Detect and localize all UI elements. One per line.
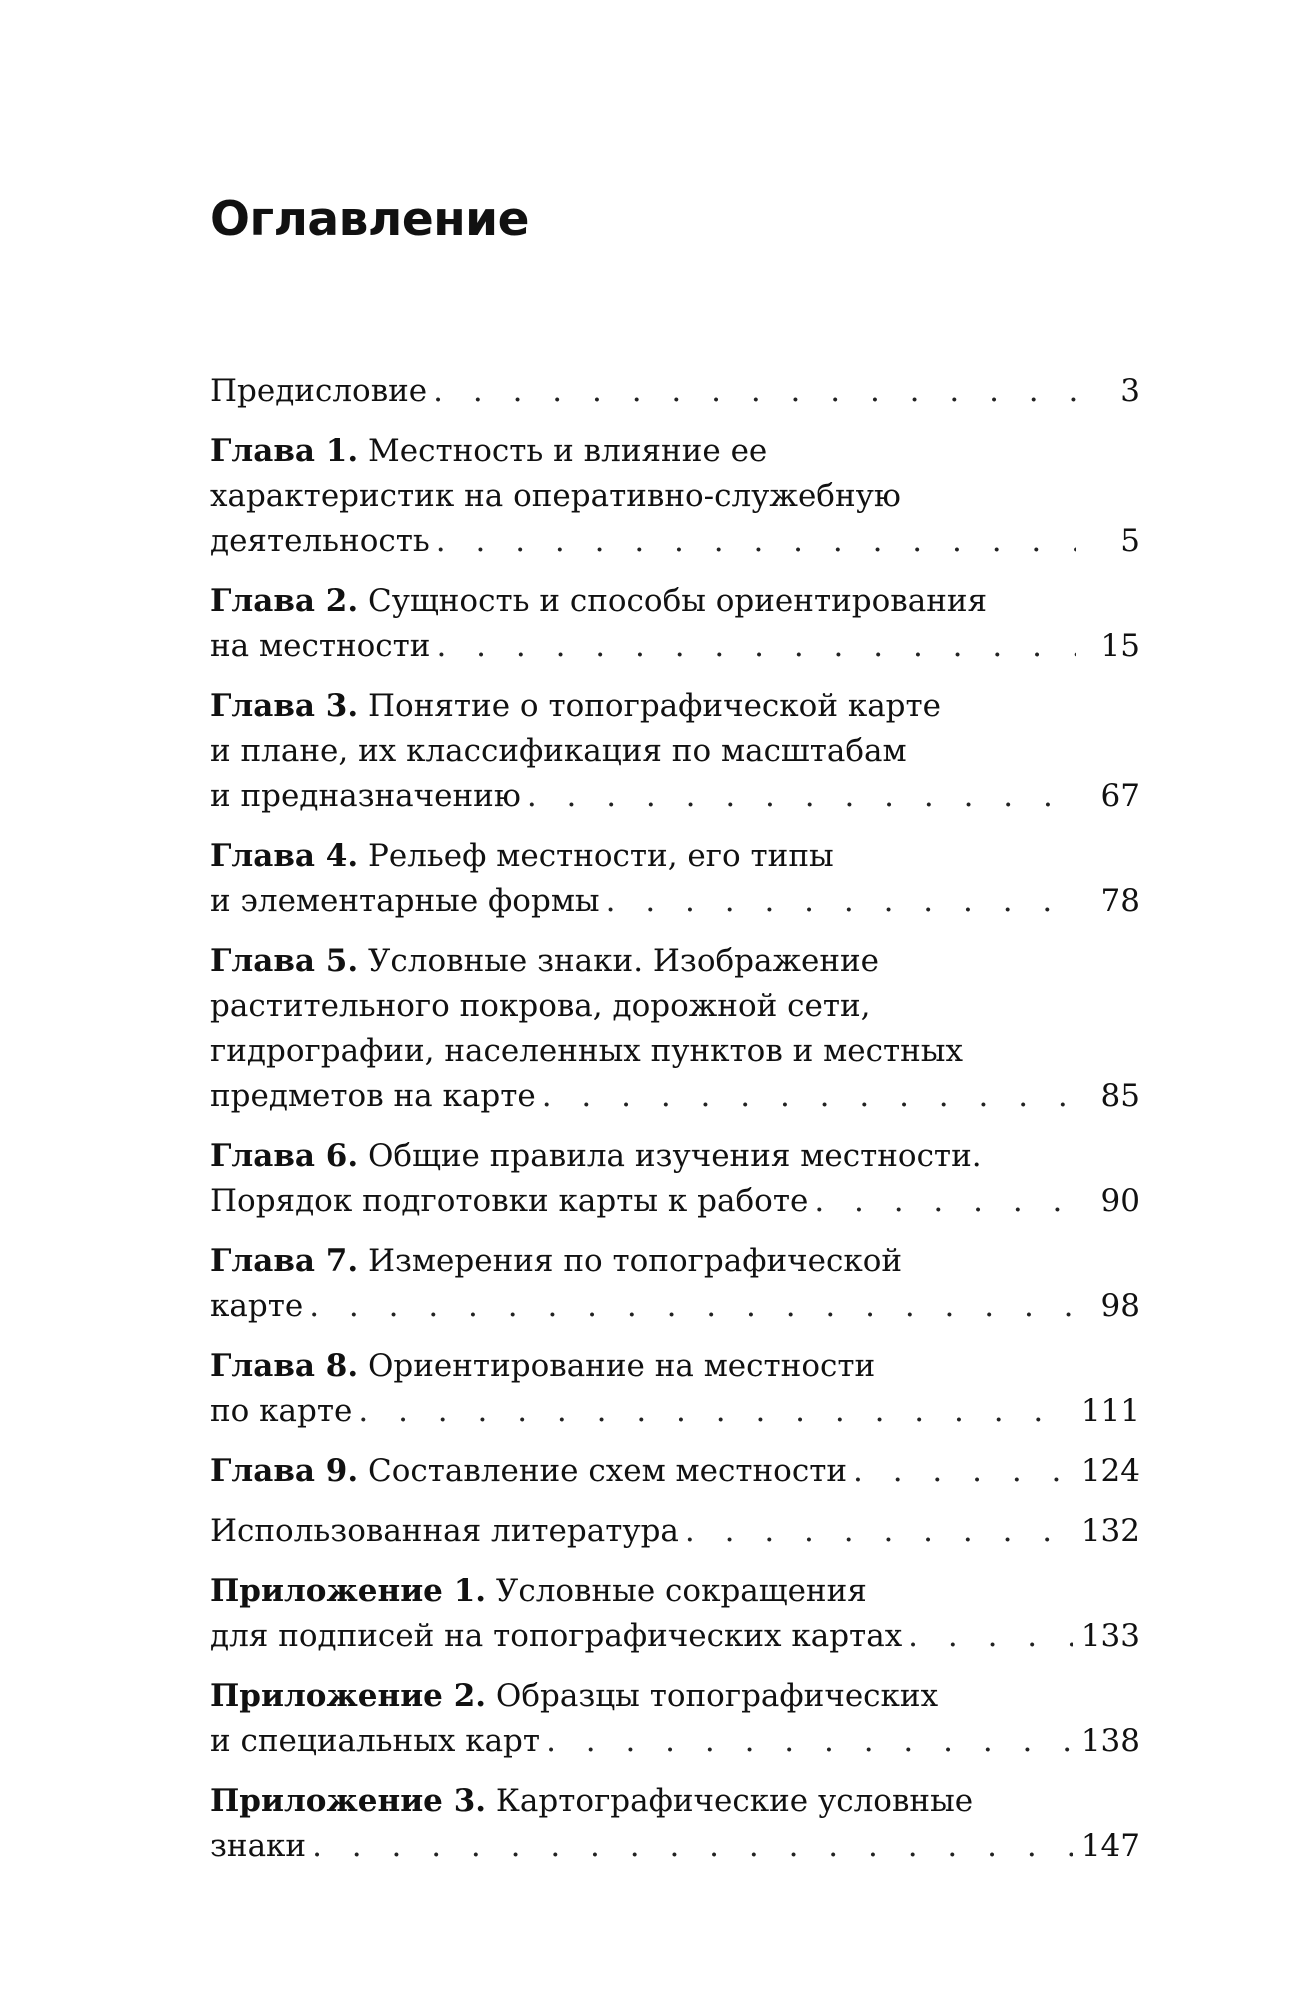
dot-leader: [358, 1389, 1072, 1434]
dot-leader: [527, 774, 1076, 819]
toc-entry-text: знаки: [210, 1828, 307, 1864]
dot-leader: [433, 369, 1076, 414]
dot-leader: [606, 879, 1076, 924]
toc-entry-text: Использованная литература: [210, 1513, 679, 1549]
toc-entry-text: карте: [210, 1288, 304, 1324]
toc-entry-text: по карте: [210, 1393, 353, 1429]
dot-leader: [309, 1284, 1076, 1329]
dot-leader: [542, 1074, 1076, 1119]
toc-entry-preface[interactable]: [210, 369, 1140, 414]
dot-leader: [853, 1449, 1073, 1494]
toc-entry-chapter-9[interactable]: [210, 1449, 1140, 1494]
toc-page-number: 3: [1120, 373, 1140, 409]
toc-entry-text: и предназначению: [210, 778, 521, 814]
toc-entry-label: Глава 5.: [210, 943, 359, 979]
toc-entry-text: Ориентирование на местности: [358, 1348, 876, 1384]
dot-leader: [312, 1824, 1073, 1869]
toc-entry-text: Общие правила изучения местности.: [358, 1138, 982, 1174]
toc-entry-text: Условные знаки. Изображение: [358, 943, 880, 979]
toc-page-number: 132: [1080, 1513, 1140, 1549]
toc-entry-text: растительного покрова, дорожной сети,: [210, 988, 871, 1024]
toc-entry-chapter-3[interactable]: [210, 684, 1140, 819]
toc-entry-text: Местность и влияние ее: [358, 433, 768, 469]
toc-entry-label: Приложение 2.: [210, 1678, 487, 1714]
toc-entry-label: Глава 4.: [210, 838, 359, 874]
toc-entry-text: Порядок подготовки карты к работе: [210, 1183, 809, 1219]
toc-page-number: 90: [1100, 1183, 1140, 1219]
toc-entry-text: Картографические условные: [486, 1783, 974, 1819]
toc-entry-text: Рельеф местности, его типы: [358, 838, 834, 874]
toc-entry-chapter-5[interactable]: [210, 939, 1140, 1119]
toc-entry-text: деятельность: [210, 523, 430, 559]
toc-entry-text: характеристик на оперативно-служебную: [210, 478, 901, 514]
dot-leader: [908, 1614, 1073, 1659]
toc-page-number: 138: [1080, 1723, 1140, 1759]
toc-entry-label: Глава 6.: [210, 1138, 359, 1174]
toc-page-number: 67: [1100, 778, 1140, 814]
toc-entry-text: Предисловие: [210, 373, 428, 409]
toc-entry-chapter-1[interactable]: [210, 429, 1140, 564]
toc-entry-text: Образцы топографических: [486, 1678, 939, 1714]
toc-entry-text: предметов на карте: [210, 1078, 536, 1114]
toc-entry-text: и элементарные формы: [210, 883, 600, 919]
toc-entry-chapter-7[interactable]: [210, 1239, 1140, 1329]
toc-entry-text: Понятие о топографической карте: [358, 688, 942, 724]
toc-entry-label: Приложение 1.: [210, 1573, 487, 1609]
toc-entry-label: Глава 1.: [210, 433, 359, 469]
toc-entry-label: Глава 2.: [210, 583, 359, 619]
toc-entry-text: на местности: [210, 628, 431, 664]
toc-page-number: 147: [1080, 1828, 1140, 1864]
toc-entry-text: для подписей на топографических картах: [210, 1618, 903, 1654]
toc-entry-text: Составление схем местности: [358, 1453, 848, 1489]
toc-entry-text: гидрографии, населенных пунктов и местных: [210, 1033, 963, 1069]
toc-entry-label: Глава 3.: [210, 688, 359, 724]
toc-entry-label: Глава 8.: [210, 1348, 359, 1384]
dot-leader: [436, 519, 1076, 564]
toc-page-number: 78: [1100, 883, 1140, 919]
toc-page-number: 98: [1100, 1288, 1140, 1324]
toc-entry-text: и специальных карт: [210, 1723, 541, 1759]
toc-entry-text: и плане, их классификация по масштабам: [210, 733, 907, 769]
toc-page-number: 111: [1080, 1393, 1140, 1429]
toc-page-number: 124: [1080, 1453, 1140, 1489]
toc-entry-appendix-2[interactable]: [210, 1674, 1140, 1764]
dot-leader: [685, 1509, 1073, 1554]
toc-entry-label: Глава 9.: [210, 1453, 359, 1489]
toc-entry-chapter-8[interactable]: [210, 1344, 1140, 1434]
dot-leader: [814, 1179, 1076, 1224]
toc-entry-text: Условные сокращения: [486, 1573, 867, 1609]
toc-list: [210, 369, 1140, 1884]
toc-entry-chapter-2[interactable]: [210, 579, 1140, 669]
toc-page-number: 85: [1100, 1078, 1140, 1114]
toc-entry-text: Сущность и способы ориентирования: [358, 583, 988, 619]
toc-entry-chapter-6[interactable]: [210, 1134, 1140, 1224]
toc-page-number: 133: [1080, 1618, 1140, 1654]
toc-entry-label: Глава 7.: [210, 1243, 359, 1279]
toc-entry-appendix-1[interactable]: [210, 1569, 1140, 1659]
toc-entry-label: Приложение 3.: [210, 1783, 487, 1819]
page-title: Оглавление: [210, 192, 529, 247]
toc-page-number: 15: [1100, 628, 1140, 664]
toc-entry-chapter-4[interactable]: [210, 834, 1140, 924]
toc-entry-bibliography[interactable]: [210, 1509, 1140, 1554]
dot-leader: [546, 1719, 1073, 1764]
toc-entry-text: Измерения по топографической: [358, 1243, 903, 1279]
dot-leader: [436, 624, 1076, 669]
toc-page-number: 5: [1120, 523, 1140, 559]
toc-entry-appendix-3[interactable]: [210, 1779, 1140, 1869]
